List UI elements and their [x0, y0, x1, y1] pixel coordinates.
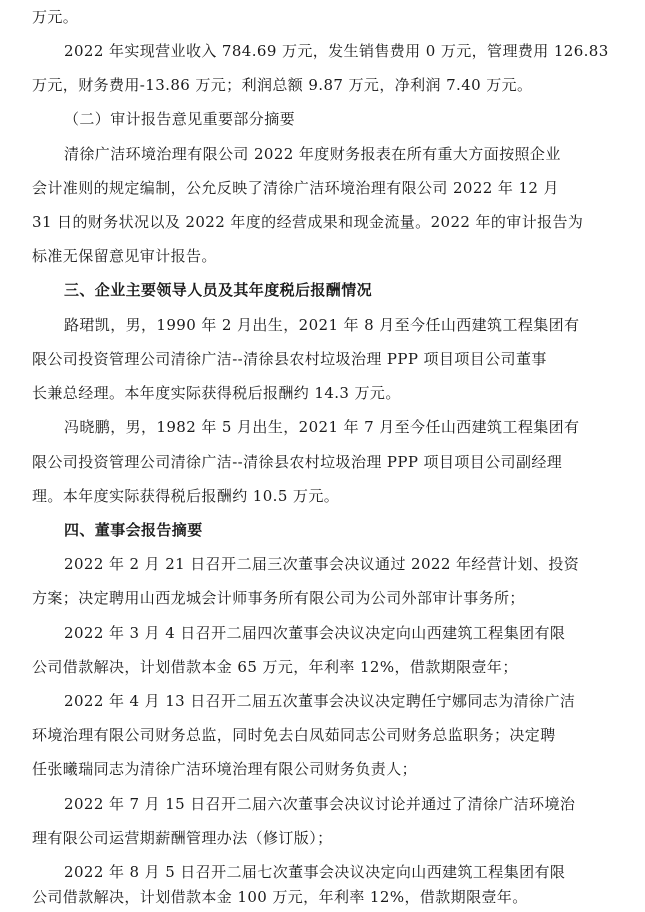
text-line: 环境治理有限公司财务总监，同时免去白凤茹同志公司财务总监职务；决定聘	[32, 726, 556, 744]
text-line: 公司借款解决，计划借款本金 65 万元，年利率 12%，借款期限壹年；	[32, 658, 518, 676]
text-line: 万元。	[32, 8, 79, 26]
text-line: 理。本年度实际获得税后报酬约 10.5 万元。	[32, 487, 340, 505]
paragraph-start: 2022 年 3 月 4 日召开二届四次董事会决议决定向山西建筑工程集团有限	[64, 624, 566, 642]
paragraph-start: 冯晓鹏，男，1982 年 5 月出生，2021 年 7 月至今任山西建筑工程集团有	[64, 418, 580, 436]
text-line: 方案；决定聘用山西龙城会计师事务所有限公司为公司外部审计事务所；	[32, 589, 525, 607]
section-heading: 四、董事会报告摘要	[64, 521, 203, 539]
paragraph-start: 清徐广洁环境治理有限公司 2022 年度财务报表在所有重大方面按照企业	[64, 145, 561, 163]
text-line: 限公司投资管理公司清徐广洁--清徐县农村垃圾治理 PPP 项目项目公司董事	[32, 350, 547, 368]
paragraph-start: 2022 年 2 月 21 日召开二届三次董事会决议通过 2022 年经营计划、投资	[64, 555, 580, 573]
text-line: 万元，财务费用-13.86 万元；利润总额 9.87 万元，净利润 7.40 万元。	[32, 76, 533, 94]
text-line: 公司借款解决，计划借款本金 100 万元，年利率 12%，借款期限壹年。	[32, 888, 528, 906]
subsection-heading: （二）审计报告意见重要部分摘要	[64, 110, 296, 128]
text-line: 长兼总经理。本年度实际获得税后报酬约 14.3 万元。	[32, 384, 401, 402]
paragraph-start: 2022 年实现营业收入 784.69 万元，发生销售费用 0 万元，管理费用 126.83	[64, 42, 609, 60]
text-line: 标准无保留意见审计报告。	[32, 247, 217, 265]
section-heading: 三、企业主要领导人员及其年度税后报酬情况	[64, 281, 373, 299]
text-line: 任张曦瑞同志为清徐广洁环境治理有限公司财务负责人；	[32, 760, 418, 778]
paragraph-start: 2022 年 4 月 13 日召开二届五次董事会决议决定聘任宁娜同志为清徐广洁	[64, 692, 576, 710]
text-line: 限公司投资管理公司清徐广洁--清徐县农村垃圾治理 PPP 项目项目公司副经理	[32, 453, 563, 471]
text-line: 31 日的财务状况以及 2022 年度的经营成果和现金流量。2022 年的审计报告为	[32, 213, 584, 231]
text-line: 会计准则的规定编制，公允反映了清徐广洁环境治理有限公司 2022 年 12 月	[32, 179, 559, 197]
text-line: 理有限公司运营期薪酬管理办法（修订版）；	[32, 829, 333, 847]
paragraph-start: 2022 年 8 月 5 日召开二届七次董事会决议决定向山西建筑工程集团有限	[64, 863, 566, 881]
paragraph-start: 路珺凯，男，1990 年 2 月出生，2021 年 8 月至今任山西建筑工程集团有	[64, 316, 580, 334]
paragraph-start: 2022 年 7 月 15 日召开二届六次董事会决议讨论并通过了清徐广洁环境治	[64, 795, 576, 813]
